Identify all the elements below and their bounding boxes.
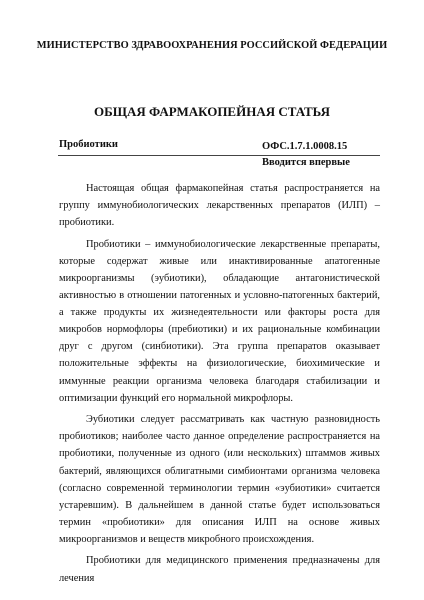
paragraph-4: Пробиотики для медицинского применения предназначены для лечения xyxy=(59,555,380,584)
article-name: Пробиотики xyxy=(59,139,118,150)
article-status: Вводится впервые xyxy=(262,157,350,168)
ministry-heading: МИНИСТЕРСТВО ЗДРАВООХРАНЕНИЯ РОССИЙСКОЙ ФЕДЕРАЦИИ xyxy=(36,40,388,51)
article-type-title: ОБЩАЯ ФАРМАКОПЕЙНАЯ СТАТЬЯ xyxy=(94,104,330,119)
paragraph-2: Пробиотики – иммунобиологические лекарственные препараты, которые содержат живые или инактивированные апатогенные микроорганизмы (эубиотики), обладающие антагонистической активностью в отношении патогенных и условно-патогенных бактерий, а также продукты их жизнедеятельности или факторы роста для микробов нормофлоры (пребиотики) и их рациональные комбинации друг с другом (синбиотики). Эта группа препаратов оказывает положительные эффекты на физиологические, биохимические и иммунные реакции организма человека благодаря стабилизации и оптимизации функций его нормальной микрофлоры. xyxy=(59,238,380,404)
paragraph-1: Настоящая общая фармакопейная статья распространяется на группу иммунобиологических лекарственных препаратов (ИЛП) – пробиотики. xyxy=(59,183,380,229)
article-body xyxy=(59,180,380,591)
article-code: ОФС.1.7.1.0008.15 xyxy=(262,141,348,152)
header-divider xyxy=(58,155,380,156)
paragraph-3: Эубиотики следует рассматривать как частную разновидность пробиотиков; наиболее часто данное определение распространяется на пробиотики, полученные из одного (или нескольких) штаммов живых бактерий, являющихся облигатными симбионтами организма человека (согласно современной терминологии термин «эубиотики» считается устаревшим). В дальнейшем в данной статье будет использоваться термин «пробиотики» для описания ИЛП на основе живых микроорганизмов и веществ микробного происхождения. xyxy=(59,414,380,545)
